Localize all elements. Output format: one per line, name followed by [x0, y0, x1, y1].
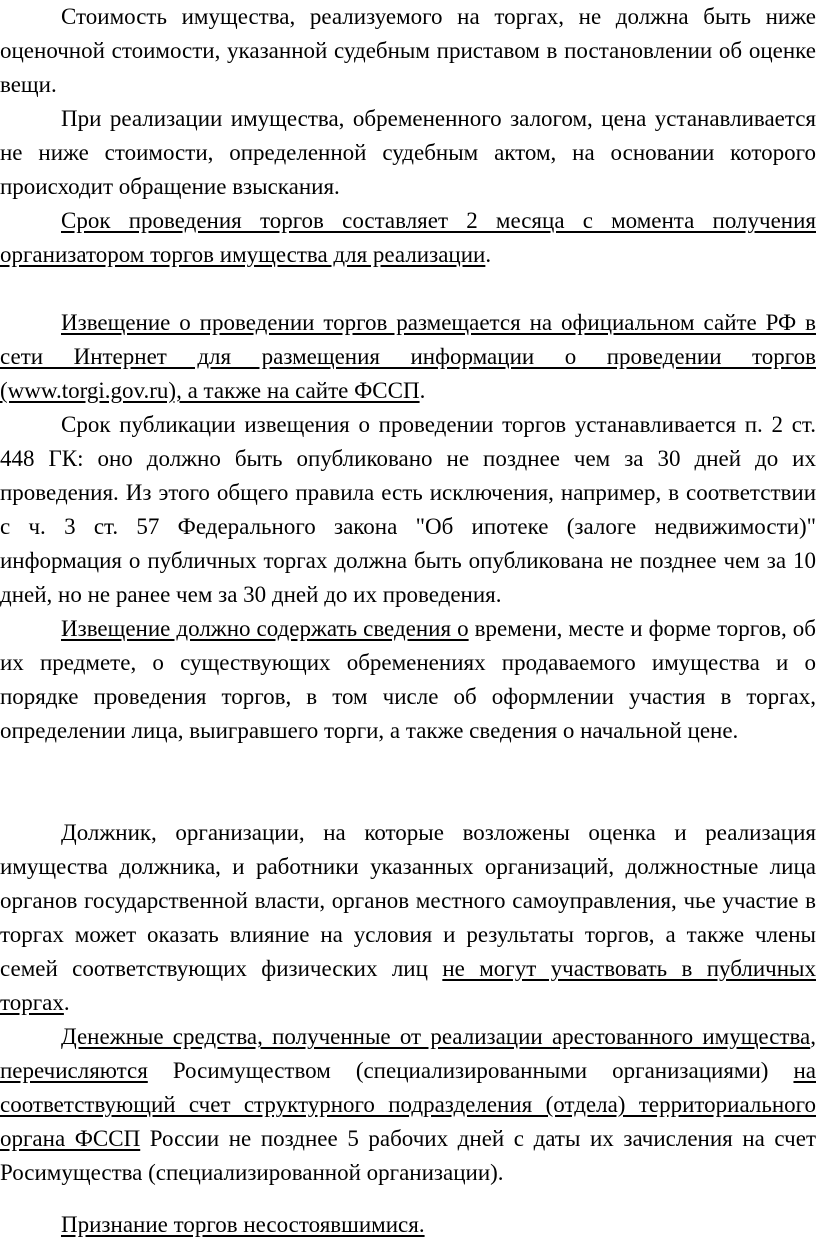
paragraph-notice-content — [0, 612, 816, 748]
underlined-text: перечисляются — [0, 1058, 148, 1083]
underlined-text: Извещение о проведении торгов размещается на официальном сайте РФ в сети Интернет для размещения информации о проведении торгов (www.torgi.gov.ru), а также на сайте ФССП — [0, 310, 816, 403]
paragraph-text: Росимуществом (специализированными организациями) — [147, 1058, 794, 1083]
paragraph-text: При реализации имущества, обремененного залогом, цена устанавливается не ниже стоимости, определенной судебным актом, на основании которого происходит обращение взыскания. — [0, 106, 816, 199]
paragraph-text: Должник, организации, на которые возложены оценка и реализация имущества должника, и работники указанных организаций, должностные лица органов государственной власти, органов местного самоуправления, чье участие в торгах может оказать влияние на условия и результаты торгов, а также члены семей соответствующих физических лиц — [0, 820, 816, 981]
paragraph-tail: . — [63, 990, 70, 1015]
paragraph-text: , — [810, 1024, 816, 1049]
paragraph-text: Срок публикации извещения о проведении торгов устанавливается п. 2 ст. 448 ГК: оно должно быть опубликовано не позднее чем за 30 дней до их проведения. Из этого общего правила есть исключения, например, в соответствии с ч. 3 ст. 57 Федерального закона "Об ипотеке (залоге недвижимости)" информация о публичных торгах должна быть опубликована не позднее чем за 10 дней, но не ранее чем за 30 дней до их проведения. — [0, 412, 816, 607]
underlined-text: Извещение должно содержать сведения о — [61, 616, 469, 641]
paragraph-text: России не позднее 5 рабочих дней с даты их зачисления на счет Росимущества (специализированной организации). — [0, 1126, 816, 1185]
paragraph-funds-transfer — [0, 1020, 816, 1190]
underlined-text: на соответствующий счет структурного подразделения (отдела) территориального органа ФССП — [0, 1058, 816, 1151]
paragraph-appraisal-price — [0, 0, 816, 102]
underlined-text: Срок проведения торгов составляет 2 месяца с момента получения организатором торгов имущества для реализации — [0, 208, 816, 267]
paragraph-tail: времени, месте и форме торгов, об их предмете, о существующих обременениях продаваемого имущества и о порядке проведения торгов, в том числе об оформлении участия в торгах, определении лица, выигравшего торги, а также сведения о начальной цене. — [0, 616, 816, 743]
paragraph-tail: . — [485, 242, 492, 267]
underlined-text: не могут участвовать в публичных торгах — [0, 956, 816, 1015]
paragraph-tail: . — [419, 378, 426, 403]
paragraph-auction-term — [0, 204, 816, 272]
underlined-heading: Признание торгов несостоявшимися. — [61, 1212, 425, 1237]
section-heading-failed-auction — [0, 1208, 816, 1242]
underlined-text: Денежные средства, полученные от реализации арестованного имущества — [61, 1024, 811, 1049]
paragraph-text: Стоимость имущества, реализуемого на торгах, не должна быть ниже оценочной стоимости, указанной судебным приставом в постановлении об оценке вещи. — [0, 4, 816, 97]
paragraph-auction-notice — [0, 306, 816, 408]
paragraph-participation-ban — [0, 816, 816, 1020]
paragraph-pledged-property — [0, 102, 816, 204]
paragraph-publication-term — [0, 408, 816, 612]
